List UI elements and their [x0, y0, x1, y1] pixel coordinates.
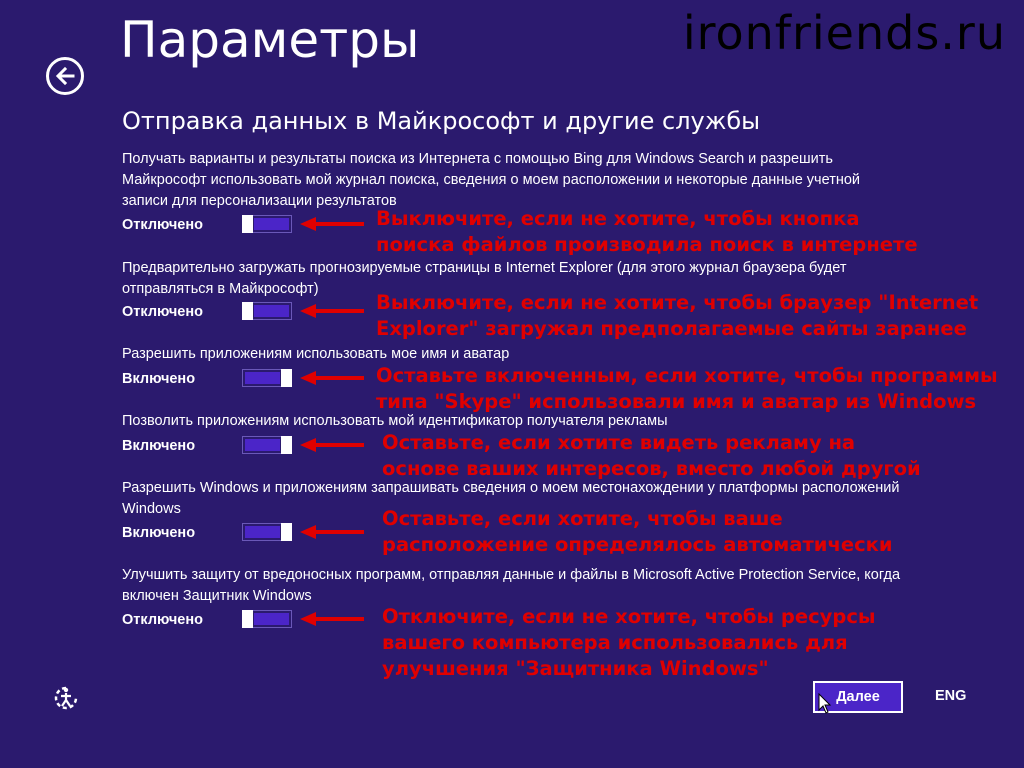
- annotation-note: Оставьте, если хотите, чтобы ваше расположение определялось автоматически: [382, 507, 893, 556]
- setting-state-label: Отключено: [122, 612, 203, 628]
- red-arrow-icon: [298, 216, 366, 232]
- setting-description: Предварительно загружать прогнозируемые страницы в Internet Explorer (для этого журнал браузера будет отправляться в Майкрософт): [122, 260, 847, 297]
- back-button[interactable]: [46, 57, 84, 95]
- red-arrow-icon: [298, 611, 366, 627]
- setting-state-label: Включено: [122, 525, 196, 541]
- mouse-cursor-icon: [818, 693, 832, 715]
- setting-description: Позволить приложениям использовать мой идентификатор получателя рекламы: [122, 413, 668, 429]
- page-title: Параметры: [120, 11, 420, 69]
- language-indicator[interactable]: ENG: [935, 688, 967, 704]
- watermark: ironfriends.ru: [682, 6, 1006, 60]
- red-arrow-icon: [298, 437, 366, 453]
- back-arrow-icon: [54, 65, 76, 87]
- setting-state-label: Включено: [122, 371, 196, 387]
- setting-description: Улучшить защиту от вредоносных программ, отправляя данные и файлы в Microsoft Active Protection Service, когда включен Защитник Windows: [122, 567, 901, 604]
- toggle-bing-search[interactable]: [242, 215, 292, 233]
- next-button-label: Далее: [836, 689, 880, 705]
- toggle-advertising-id[interactable]: [242, 436, 292, 454]
- setting-state-label: Отключено: [122, 217, 203, 233]
- red-arrow-icon: [298, 370, 366, 386]
- setting-description: Разрешить Windows и приложениям запрашивать сведения о моем местонахождении у платформы расположений Windows: [122, 480, 900, 517]
- toggle-ie-preload[interactable]: [242, 302, 292, 320]
- annotation-note: Выключите, если не хотите, чтобы кнопка поиска файлов производила поиск в интернете: [376, 207, 918, 256]
- setting-state-label: Включено: [122, 438, 196, 454]
- section-title: Отправка данных в Майкрософт и другие службы: [122, 107, 761, 135]
- annotation-note: Отключите, если не хотите, чтобы ресурсы вашего компьютера использовались для улучшения "Защитника Windows": [382, 605, 876, 680]
- setting-state-label: Отключено: [122, 304, 203, 320]
- setting-active-protection: [122, 565, 902, 607]
- setting-bing-search: [122, 149, 902, 212]
- toggle-location[interactable]: [242, 523, 292, 541]
- toggle-name-avatar[interactable]: [242, 369, 292, 387]
- toggle-active-protection[interactable]: [242, 610, 292, 628]
- setting-description: Получать варианты и результаты поиска из Интернета с помощью Bing для Windows Search и разрешить Майкрософт использовать мой журнал поиска, сведения о моем расположении и некоторые данные учетной записи для персонализации результатов: [122, 151, 861, 209]
- setting-advertising-id: [122, 411, 902, 432]
- red-arrow-icon: [298, 524, 366, 540]
- annotation-note: Оставьте, если хотите видеть рекламу на основе ваших интересов, вместо любой другой: [382, 431, 921, 480]
- red-arrow-icon: [298, 303, 366, 319]
- ease-of-access-icon[interactable]: [52, 684, 80, 712]
- annotation-note: Выключите, если не хотите, чтобы браузер "Internet Explorer" загружал предполагаемые сайты заранее: [376, 291, 979, 340]
- annotation-note: Оставьте включенным, если хотите, чтобы программы типа "Skype" использовали имя и аватар из Windows: [376, 364, 998, 413]
- setting-description: Разрешить приложениям использовать мое имя и аватар: [122, 346, 510, 362]
- setting-name-avatar: [122, 344, 902, 365]
